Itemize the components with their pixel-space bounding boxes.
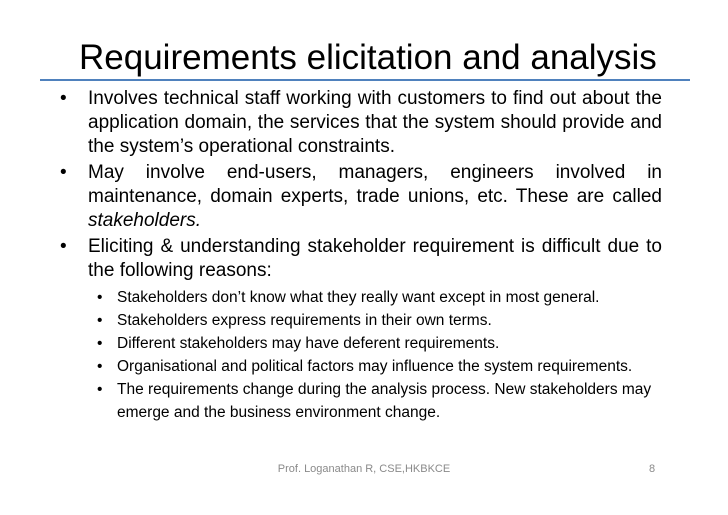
sub-bullet-text: The requirements change during the analysis process. New stakeholders may emerge and the business environment change.	[117, 381, 652, 421]
slide-body	[54, 87, 662, 424]
slide-footer	[0, 461, 728, 477]
sub-bullet-item	[88, 309, 662, 332]
bullet-glyph: •	[60, 162, 67, 183]
sub-bullet-item	[88, 378, 662, 424]
sub-bullet-text: Stakeholders express requirements in their own terms.	[117, 312, 492, 329]
title-underline	[40, 79, 690, 81]
sub-bullet-text: Stakeholders don’t know what they really want except in most general.	[117, 289, 600, 306]
footer-author: Prof. Loganathan R, CSE,HKBKCE	[277, 463, 451, 475]
bullet-glyph: •	[60, 236, 67, 257]
bullet-text: Eliciting & understanding stakeholder requirement is difficult due to the following reasons:	[88, 236, 662, 281]
bullet-item	[54, 235, 662, 283]
bullet-text: May involve end-users, managers, engineers involved in maintenance, domain experts, trade unions, etc. These are called	[88, 162, 662, 207]
sub-bullet-item	[88, 332, 662, 355]
sub-bullet-list	[88, 286, 662, 424]
bullet-glyph: •	[97, 289, 103, 306]
bullet-glyph: •	[60, 88, 67, 109]
bullet-item	[54, 161, 662, 233]
page-number: 8	[649, 463, 656, 475]
sub-bullet-item	[88, 286, 662, 309]
stakeholders-emphasis: stakeholders.	[88, 210, 202, 231]
bullet-glyph: •	[97, 312, 103, 329]
bullet-text: Involves technical staff working with customers to find out about the application domain, the services that the system should provide and the system’s operational constraints.	[88, 88, 662, 157]
sub-bullet-text: Organisational and political factors may influence the system requirements.	[117, 358, 633, 375]
slide-title: Requirements elicitation and analysis	[79, 38, 657, 77]
sub-bullet-item	[88, 355, 662, 378]
bullet-glyph: •	[97, 381, 103, 398]
sub-bullet-text: Different stakeholders may have deferent requirements.	[117, 335, 500, 352]
bullet-glyph: •	[97, 335, 103, 352]
bullet-item	[54, 87, 662, 159]
bullet-glyph: •	[97, 358, 103, 375]
